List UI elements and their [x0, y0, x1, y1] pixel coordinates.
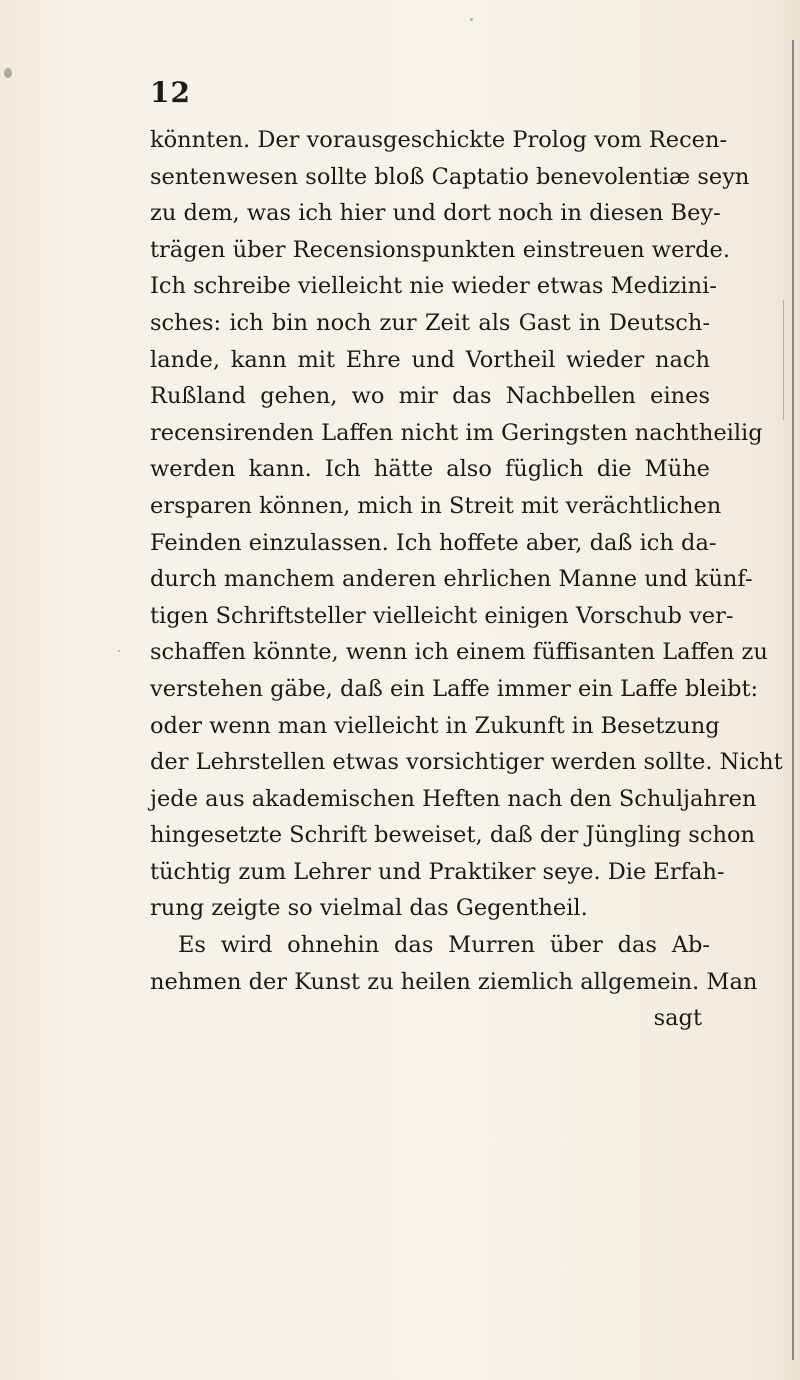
catchword: sagt — [653, 1005, 702, 1032]
body-text — [150, 122, 783, 1037]
text-line: Feinden einzulassen. Ich hoffete aber, daß ich da- — [150, 529, 717, 556]
text-line: Rußland gehen, wo mir das Nachbellen eines — [150, 383, 710, 410]
text-line: der Lehrstellen etwas vorsichtiger werden sollte. Nicht — [150, 749, 783, 776]
text-line: Ich schreibe vielleicht nie wieder etwas Medizini- — [150, 273, 717, 300]
page-edge-line — [783, 300, 784, 420]
text-line: tüchtig zum Lehrer und Praktiker seye. Die Erfah- — [150, 858, 725, 885]
text-line: oder wenn man vielleicht in Zukunft in Besetzung — [150, 712, 720, 739]
text-line: ersparen können, mich in Streit mit verächtlichen — [150, 492, 722, 519]
text-line: sentenwesen sollte bloß Captatio benevolentiæ seyn — [150, 163, 750, 190]
text-line: schaffen könnte, wenn ich einem füffisanten Laffen zu — [150, 639, 768, 666]
text-line: trägen über Recensionspunkten einstreuen werde. — [150, 236, 731, 263]
text-line: jede aus akademischen Heften nach den Schuljahren — [150, 785, 757, 812]
text-line: hingesetzte Schrift beweiset, daß der Jüngling schon — [150, 822, 755, 849]
text-line: könnten. Der vorausgeschickte Prolog vom Recen- — [150, 127, 728, 153]
page-number: 12 — [150, 76, 191, 109]
text-line: nehmen der Kunst zu heilen ziemlich allgemein. Man — [150, 968, 758, 995]
text-line: sches: ich bin noch zur Zeit als Gast in Deutsch- — [150, 309, 710, 336]
paper-speck — [4, 68, 12, 78]
paper-speck — [470, 18, 473, 21]
paper-speck — [118, 650, 120, 652]
page-edge-shadow — [792, 40, 794, 1360]
text-line: recensirenden Laffen nicht im Geringsten nachtheilig — [150, 419, 763, 446]
text-line: werden kann. Ich hätte also füglich die Mühe — [150, 456, 710, 483]
text-line: zu dem, was ich hier und dort noch in diesen Bey- — [150, 200, 721, 227]
text-line: lande, kann mit Ehre und Vortheil wieder nach — [150, 346, 710, 373]
text-line: verstehen gäbe, daß ein Laffe immer ein Laffe bleibt: — [150, 675, 759, 702]
text-line: tigen Schriftsteller vielleicht einigen Vorschub ver- — [150, 602, 734, 629]
text-line: durch manchem anderen ehrlichen Manne und künf- — [150, 566, 753, 593]
text-line: rung zeigte so vielmal das Gegentheil. — [150, 895, 588, 922]
paragraph-first-line: Es wird ohnehin das Murren über das Ab- — [178, 932, 710, 959]
